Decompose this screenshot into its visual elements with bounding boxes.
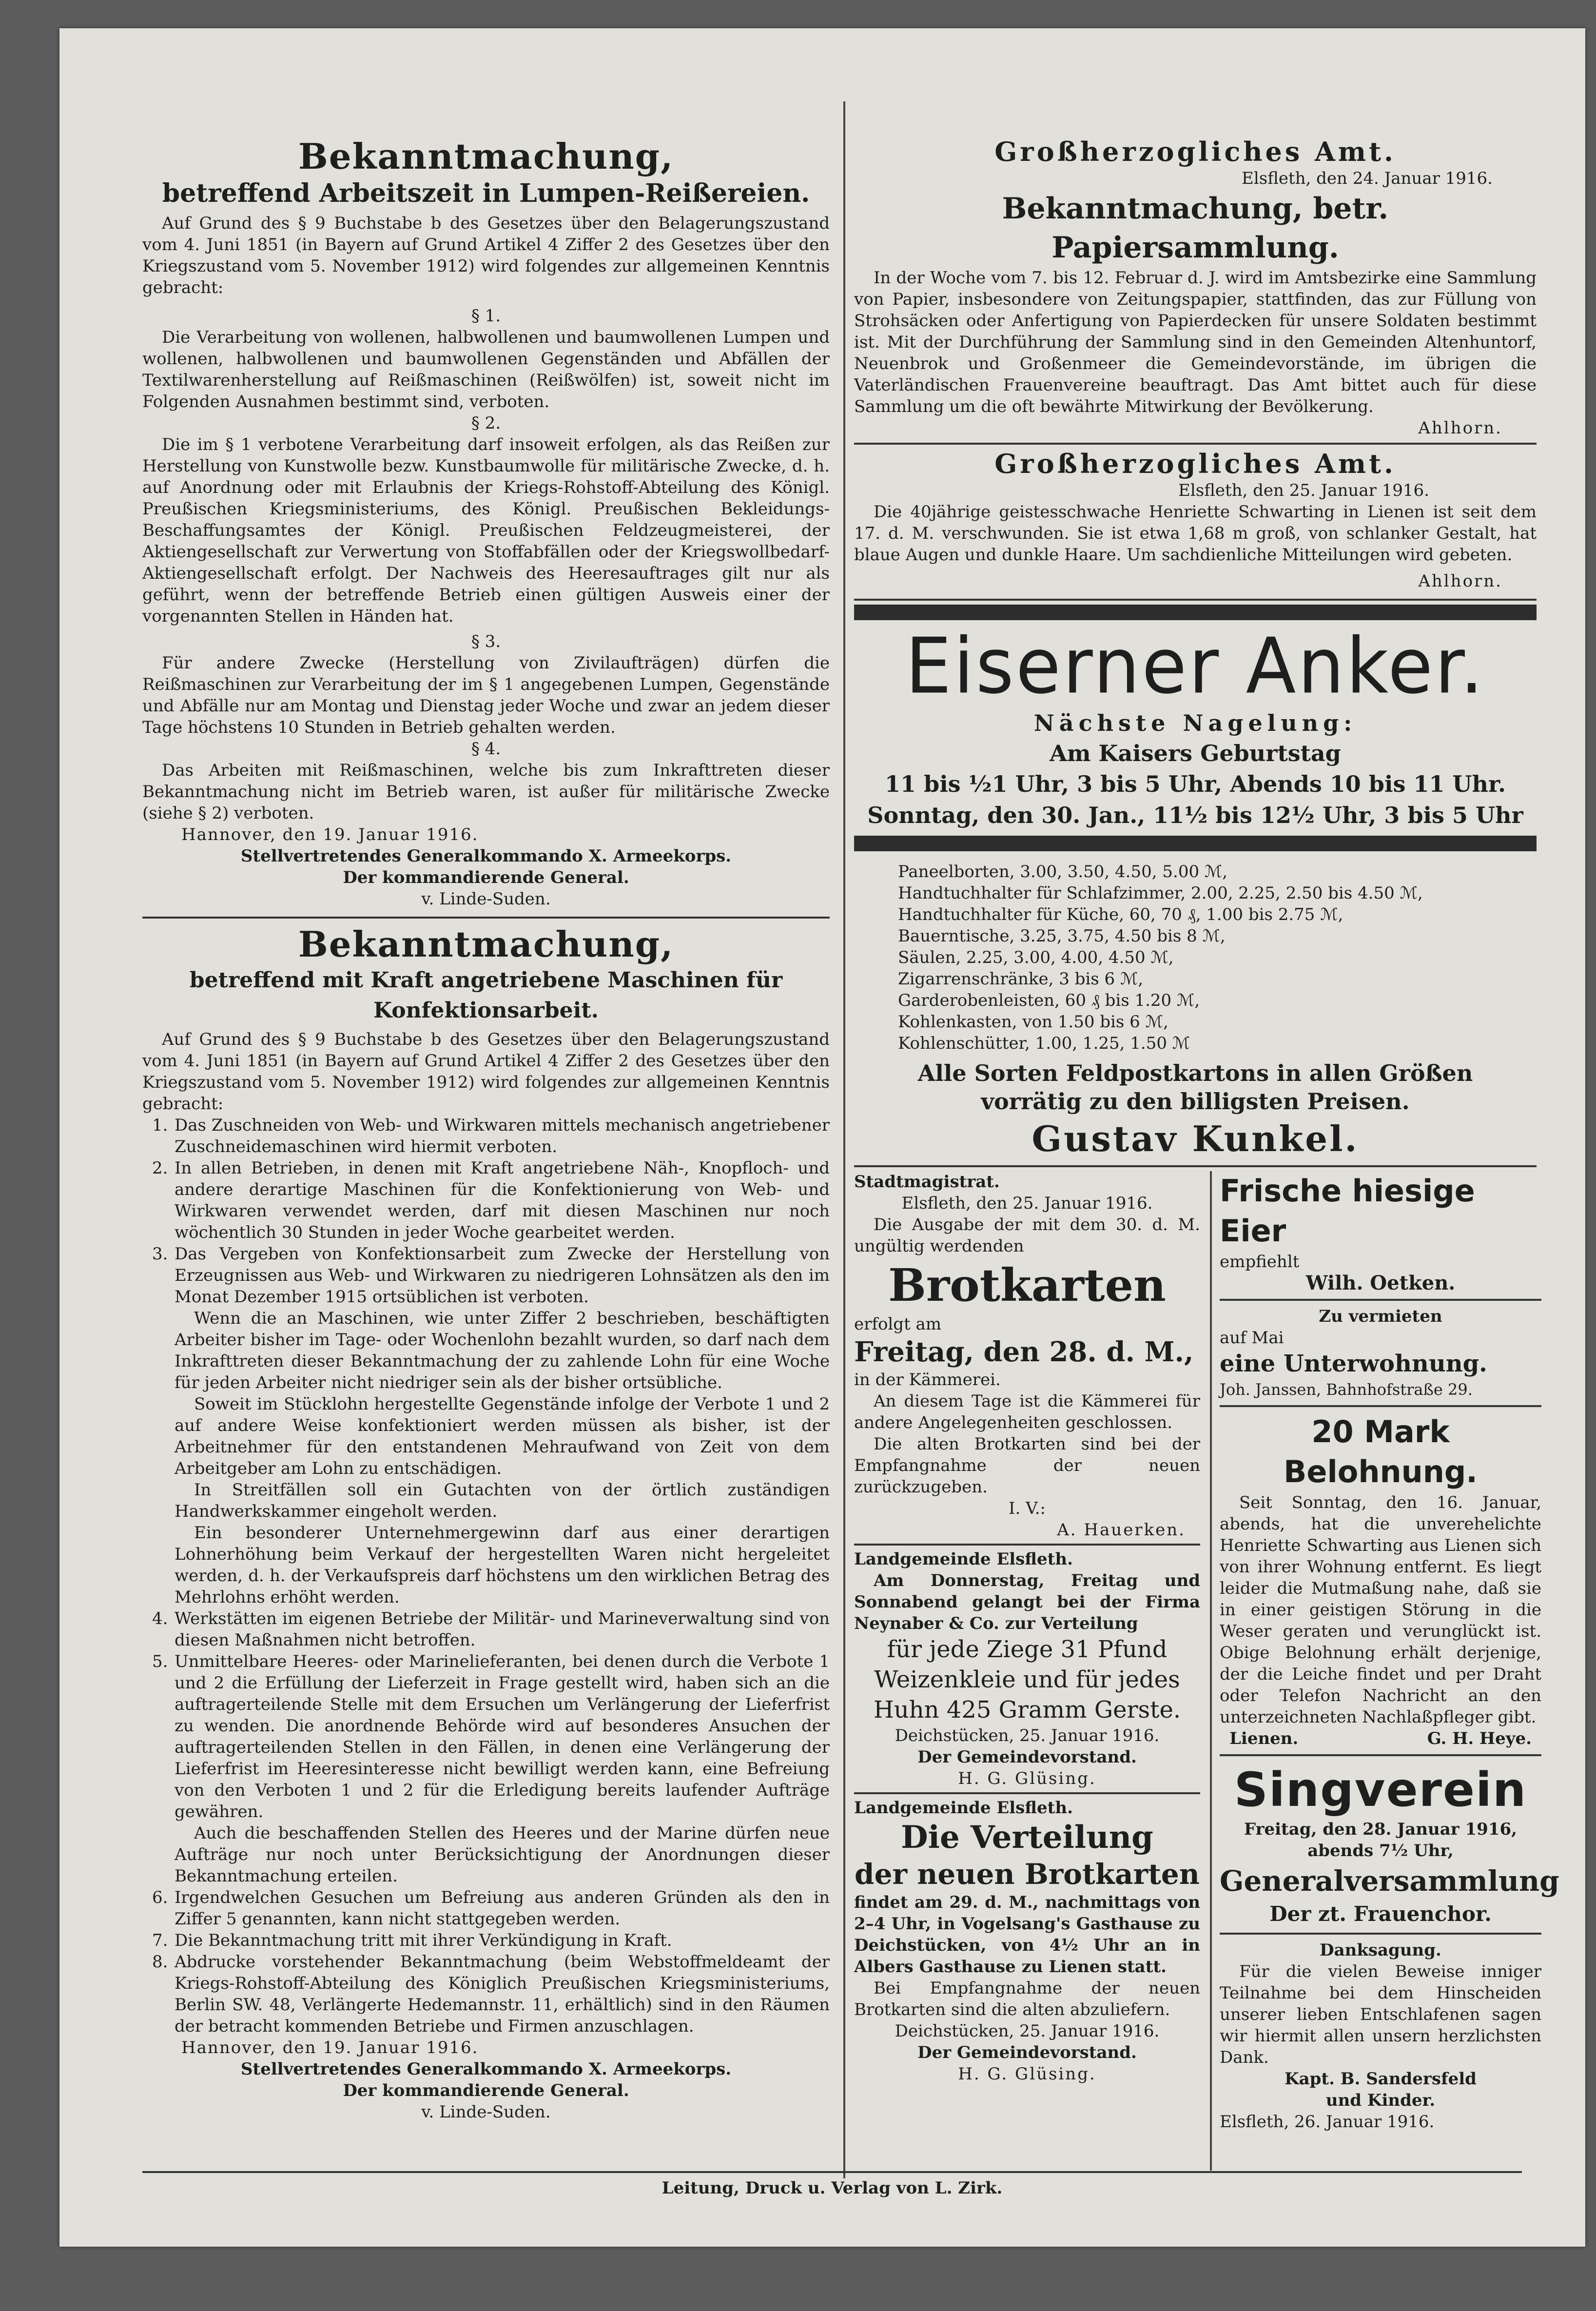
notice-signature: v. Linde-Suden. [421,2102,551,2122]
section-heading: § 2. [471,413,501,433]
list-number: 3. [152,1244,168,1264]
dank-text: Für die vielen Beweise inniger Teilnahme bei dem Hinscheiden unserer lieben Entschlafenen sagen wir hiermit allen unsern herzlichsten Dank. [1220,1962,1541,2067]
notice-signature: Stellvertretendes Generalkommando X. Armeekorps. [240,846,732,866]
section-rule [854,1165,1537,1167]
land-text: Bei Empfangnahme der neuen Brotkarten sind die alten abzuliefern. [854,1978,1200,2019]
left-column [142,136,830,2123]
stadt-date: Elsfleth, den 25. Januar 1916. [901,1194,1153,1213]
newspaper-page [59,28,1585,2247]
notice-paragraph: In Streitfällen soll ein Gutachten von der örtlich zuständigen Handwerkskammer eingeholt werden. [175,1480,830,1521]
stadt-text: Die alten Brotkarten sind bei der Empfangnahme der neuen zurückzugeben. [854,1434,1200,1497]
notice-paragraph: Das Arbeiten mit Reißmaschinen, welche bis zum Inkrafttreten dieser Bekanntmachung nicht im Betrieb waren, ist außer für militärische Zwecke (siehe § 2) verboten. [142,761,830,823]
land-signature: H. G. Glüsing. [958,1769,1096,1788]
list-number: 6. [152,1888,168,1907]
notice-paragraph: Die im § 1 verbotene Verarbeitung darf insoweit erfolgen, als das Reißen zur Herstellung von Kunstwolle bezw. Kunstbaumwolle für militärische Zwecke, d. h. auf Anordnung oder mit Erlaubnis der Kriegs-Rohstoff-Abteilung des Königl. Preußischen Kriegsministeriums, des Königl. Preußischen Bekleidungs-Beschaffungsamtes der Königl. Preußischen Feldzeugmeisterei, der Aktiengesellschaft zur Verwertung von Stoffabfällen oder der Kriegswollbedarf-Aktiengesellschaft erfolgt. Der Nachweis des Heeresauftrages gilt nur als geführt, wenn der betreffende Betrieb einen gültigen Ausweis einer der vorgenannten Stellen in Händen hat. [142,435,830,626]
dank-header: Danksagung. [1320,1940,1441,1960]
lower-grid [854,1171,1559,2171]
list-text: Das Vergeben von Konfektionsarbeit zum Zwecke der Herstellung von Erzeugnissen aus Web- und Wirkwaren zu niedrigeren Lohnsätzen als den im Monat Dezember 1915 ortsüblichen ist verboten. [175,1244,830,1307]
land-text: Am Donnerstag, Freitag und Sonnabend gelangt bei der Firma Neynaber & Co. zur Verteilung [854,1571,1200,1633]
notice-title: Bekanntmachung, [298,923,674,965]
list-item [152,1157,830,1243]
notice-signature: Der kommandierende General. [343,2081,629,2100]
section-rule [854,1544,1200,1546]
section-heading: § 4. [471,739,501,759]
eier-text: empfiehlt [1220,1252,1300,1272]
ad-eiserner-anker [854,620,1537,836]
amt-vermisst [854,448,1537,592]
amt-signature: Ahlhorn. [1418,418,1502,438]
subcolumn-left [854,1171,1200,2085]
ornament-bar [854,836,1537,851]
land-date: Deichstücken, 25. Januar 1916. [895,2021,1160,2041]
singverein-line: Der zt. Frauenchor. [1269,1902,1492,1926]
amt-title: Bekanntmachung, betr. Papiersammlung. [1002,192,1389,265]
section-heading: § 1. [471,306,501,326]
section-rule [1220,1405,1541,1407]
ad-kunkel [854,851,1537,1059]
list-item [152,1243,830,1308]
notice-paragraph: Auch die beschaffenden Stellen des Heeres und der Marine dürfen neue Aufträge nur noch unter Berücksichtigung der Anordnungen dieser Bekanntmachung erteilen. [175,1823,830,1886]
section-rule [1220,1754,1541,1756]
kunkel-line: vorrätig zu den billigsten Preisen. [981,1088,1410,1115]
notice-intro: Auf Grund des § 9 Buchstabe b des Gesetzes über den Belagerungszustand vom 4. Juni 1851 (in Bayern auf Grund Artikel 4 Ziffer 2 des Gesetzes über den Kriegszustand vom 5. November 1912) wird folgendes zur allgemeinen Kenntnis gebracht: [142,1030,830,1114]
list-number: 8. [152,1952,168,1972]
notice-date: Hannover, den 19. Januar 1916. [181,825,479,844]
notice-paragraph: Für andere Zwecke (Herstellung von Zivilaufträgen) dürfen die Reißmaschinen zur Verarbeitung der im § 1 angegebenen Lumpen, Gegenstände und Abfälle nur am Montag und Dienstag jeder Woche und zwar an jedem dieser Tage höchstens 10 Stunden in Betrieb gehalten werden. [142,653,830,737]
stadt-text: An diesem Tage ist die Kämmerei für andere Angelegenheiten geschlossen. [854,1391,1200,1432]
notice-signature: Stellvertretendes Generalkommando X. Armeekorps. [240,2059,732,2079]
land-header: Landgemeinde Elsfleth. [854,1549,1073,1569]
footer-rule [142,2171,1522,2173]
list-number: 2. [152,1158,168,1178]
land-text: findet am 29. d. M., nachmittags von 2–4 Uhr, in Vogelsang's Gasthause zu Deichstücken, von 4½ Uhr an in Albers Gasthause zu Lienen statt. [854,1893,1200,1977]
amt-date: Elsfleth, den 24. Januar 1916. [1242,169,1493,188]
list-text: Irgendwelchen Gesuchen um Befreiung aus anderen Gründen als den in Ziffer 5 genannten, kann nicht stattgegeben werden. [175,1888,830,1929]
price-line: Bauerntische, 3.25, 3.75, 4.50 bis 8 ℳ, [898,926,1226,946]
notice-title: Bekanntmachung, [298,136,674,177]
brotkarten-title: Brotkarten [888,1259,1166,1312]
stadt-signature: A. Hauerken. [1057,1520,1186,1540]
stadt-text: Die Ausgabe der mit dem 30. d. M. ungültig werdenden [854,1215,1200,1256]
section-rule [1220,1299,1541,1301]
list-item [152,1951,830,2037]
notice-signature: v. Linde-Suden. [421,889,551,909]
kunkel-name: Gustav Kunkel. [1032,1118,1359,1159]
list-number: 4. [152,1609,168,1628]
singverein-title2: Generalversammlung [1220,1864,1559,1898]
singverein-line: abends 7½ Uhr, [1307,1841,1454,1861]
notice-intro: Auf Grund des § 9 Buchstabe b des Gesetzes über den Belagerungszustand vom 4. Juni 1851 (in Bayern auf Grund Artikel 4 Ziffer 2 des Gesetzes über den Kriegszustand vom 5. November 1912) wird folgendes zur allgemeinen Kenntnis gebracht: [142,214,830,297]
anker-line: Nächste Nagelung: [1033,710,1357,736]
stadt-date-highlight: Freitag, den 28. d. M., [854,1336,1194,1368]
amt-text: Die 40jährige geistesschwache Henriette Schwarting in Lienen ist seit dem 17. d. M. verschwunden. Sie ist etwa 1,68 m groß, von schlanker Gestalt, hat blaue Augen und dunkle Haare. Um sachdienliche Mitteilungen wird gebeten. [854,502,1537,565]
section-heading: § 3. [471,632,501,651]
column-divider [843,101,845,2178]
list-item [152,1930,830,1951]
list-item [152,1115,830,1157]
right-column [854,136,1559,2171]
belohnung-title: 20 Mark Belohnung. [1284,1414,1478,1489]
land-offer: für jede Ziege 31 Pfund Weizenkleie und für jedes Huhn 425 Gramm Gerste. [873,1636,1181,1723]
subcolumn-divider [1210,1171,1212,2171]
singverein-line: Freitag, den 28. Januar 1916, [1244,1820,1517,1839]
price-line: Handtuchhalter für Küche, 60, 70 ₰, 1.00 bis 2.75 ℳ, [898,905,1343,924]
amt-papiersammlung [854,136,1537,439]
list-number: 7. [152,1931,168,1950]
notice-paragraph: Ein besonderer Unternehmergewinn darf aus einer derartigen Lohnerhöhung beim Verkauf der hergestellten Waren nicht hergeleitet werden, d. h. der Verkaufspreis darf höchstens um den wirklichen Betrag des Mehrlohns erhöht werden. [175,1523,830,1607]
eier-name: Wilh. Oetken. [1305,1272,1456,1294]
list-number: 1. [152,1116,168,1135]
list-text: In allen Betrieben, in denen mit Kraft angetriebene Näh-, Knopfloch- und andere derartige Maschinen für die Konfektionierung von Web- und Wirkwaren verwendet werden, darf mit diesen Maschinen nur noch wöchentlich 30 Stunden in jeder Woche gearbeitet werden. [175,1158,830,1242]
price-line: Kohlenschütter, 1.00, 1.25, 1.50 ℳ [898,1034,1190,1053]
ornament-bar [854,605,1537,620]
section-rule [142,917,830,919]
anker-line: Am Kaisers Geburtstag [1050,740,1341,766]
amt-header: Großherzogliches Amt. [994,136,1396,167]
price-line: Kohlenkasten, von 1.50 bis 6 ℳ, [898,1012,1168,1032]
notice-signature: Der kommandierende General. [343,868,629,887]
dank-signature: Kapt. B. Sandersfeld [1285,2069,1477,2089]
vermieten-header: Zu vermieten [1319,1307,1442,1326]
price-line: Säulen, 2.25, 3.00, 4.00, 4.50 ℳ, [898,948,1174,967]
land-signature: Der Gemeindevorstand. [917,2043,1137,2062]
section-rule [1220,1933,1541,1935]
eier-title: Frische hiesige Eier [1220,1173,1475,1249]
land-date: Deichstücken, 25. Januar 1916. [895,1726,1160,1745]
vermieten-contact: Joh. Janssen, Bahnhofstraße 29. [1220,1380,1473,1399]
belohnung-text: Seit Sonntag, den 16. Januar, abends, hat die unverehelichte Henriette Schwarting aus Lienen sich von ihrer Wohnung entfernt. Es liegt leider die Mutmaßung nahe, daß sie in einer geistigen Störung in die Weser geraten und verunglückt ist. Obige Belohnung erhält derjenige, der die Leiche findet und per Draht oder Telefon Nachricht an den unterzeichneten Nachlaßpfleger gibt. [1220,1493,1541,1727]
land-signature: Der Gemeindevorstand. [917,1747,1137,1767]
amt-text: In der Woche vom 7. bis 12. Februar d. J. wird im Amtsbezirke eine Sammlung von Papier, insbesondere von Zeitungspapier, stattfinden, das zur Füllung von Strohsäcken oder Anfertigung von Papierdecken für unsere Soldaten bestimmt ist. Mit der Durchführung der Sammlung sind in den Gemeinden Altenhuntorf, Neuenbrok und Großenmeer die Gemeindevorstände, im übrigen die Vaterländischen Frauenvereine beauftragt. Das Amt bittet auch für diese Sammlung um die oft bewährte Mitwirkung der Bevölkerung. [854,268,1537,416]
land-header: Landgemeinde Elsfleth. [854,1798,1073,1818]
notice-lumpen [142,136,830,910]
anker-line: Sonntag, den 30. Jan., 11½ bis 12½ Uhr, 3 bis 5 Uhr [867,802,1523,828]
vermieten-title: eine Unterwohnung. [1220,1350,1487,1377]
price-line: Zigarrenschränke, 3 bis 6 ℳ, [898,969,1144,989]
stadt-text: erfolgt am [854,1314,942,1334]
belohnung-name: G. H. Heye. [1427,1729,1532,1748]
list-item [152,1651,830,1822]
singverein-title: Singverein [1234,1763,1527,1817]
notice-date: Hannover, den 19. Januar 1916. [181,2038,479,2057]
price-line: Paneelborten, 3.00, 3.50, 4.50, 5.00 ℳ, [898,862,1228,881]
notice-subtitle: betreffend mit Kraft angetriebene Maschinen für Konfektionsarbeit. [189,968,783,1023]
footer-imprint: Leitung, Druck u. Verlag von L. Zirk. [662,2178,1003,2198]
vermieten-text: auf Mai [1220,1328,1284,1348]
notice-konfektion [142,923,830,2123]
list-text: Die Bekanntmachung tritt mit ihrer Verkündigung in Kraft. [175,1931,672,1950]
section-rule [854,443,1537,445]
list-item [152,1887,830,1930]
belohnung-signature [1220,1728,1541,1749]
amt-signature: Ahlhorn. [1418,571,1502,591]
notice-subtitle: betreffend Arbeitszeit in Lumpen-Reißereien. [162,178,810,208]
anker-title: Eiserner Anker. [905,622,1485,711]
list-number: 5. [152,1652,168,1671]
dank-signature: und Kinder. [1325,2091,1436,2110]
amt-header: Großherzogliches Amt. [994,448,1396,479]
anker-line: 11 bis ½1 Uhr, 3 bis 5 Uhr, Abends 10 bis 11 Uhr. [885,771,1506,797]
price-line: Handtuchhalter für Schlafzimmer, 2.00, 2.25, 2.50 bis 4.50 ℳ, [898,883,1423,903]
stadt-text: in der Kämmerei. [854,1370,1001,1390]
verteilung-title: Die Verteilung [901,1819,1153,1856]
section-rule [854,599,1537,601]
notice-paragraph: Soweit im Stücklohn hergestellte Gegenstände infolge der Verbote 1 und 2 auf andere Weise konfektioniert werden müssen als bisher, ist der Arbeitnehmer für den entstandenen Mehraufwand von Zeit von dem Arbeitgeber am Lohn zu entschädigen. [175,1394,830,1478]
stadt-header: Stadtmagistrat. [854,1172,1000,1192]
notice-paragraph: Wenn die an Maschinen, wie unter Ziffer 2 beschrieben, beschäftigten Arbeiter bisher im Tage- oder Wochenlohn bezahlt wurden, so darf nach dem Inkrafttreten dieser Bekanntmachung der zu zahlende Lohn für eine Woche für jeden Arbeiter nicht niedriger sein als der bisher ortsübliche. [175,1309,830,1392]
kunkel-line: Alle Sorten Feldpostkartons in allen Größen [917,1060,1473,1086]
section-rule [854,1792,1200,1794]
list-item [152,1608,830,1651]
land-signature: H. G. Glüsing. [958,2064,1096,2084]
price-line: Garderobenleisten, 60 ₰ bis 1.20 ℳ, [898,991,1200,1010]
amt-date: Elsfleth, den 25. Januar 1916. [1178,481,1429,500]
subcolumn-right [1220,1171,1559,2133]
stadt-signature: I. V.: [1009,1499,1046,1518]
dank-date: Elsfleth, 26. Januar 1916. [1220,2112,1435,2132]
list-text: Das Zuschneiden von Web- und Wirkwaren mittels mechanisch angetriebener Zuschneidemaschinen wird hiermit verboten. [175,1116,830,1156]
notice-paragraph: Die Verarbeitung von wollenen, halbwollenen und baumwollenen Lumpen und wollenen, halbwollenen und baumwollenen Gegenständen und Abfällen der Textilwarenherstellung auf Reißmaschinen (Reißwölfen) ist, soweit nicht im Folgenden Ausnahmen bestimmt sind, verboten. [142,328,830,411]
list-text: Werkstätten im eigenen Betriebe der Militär- und Marineverwaltung sind von diesen Maßnahmen nicht betroffen. [175,1609,830,1650]
belohnung-place: Lienen. [1229,1729,1299,1748]
list-text: Abdrucke vorstehender Bekanntmachung (beim Webstoffmeldeamt der Kriegs-Rohstoff-Abteilung des Königlich Preußischen Kriegsministeriums, Berlin SW. 48, Verlängerte Hedemannstr. 11, erhältlich) sind in den Räumen der betracht kommenden Betriebe und Firmen anzuschlagen. [175,1952,830,2036]
list-text: Unmittelbare Heeres- oder Marinelieferanten, bei denen durch die Verbote 1 und 2 die Erfüllung der Lieferzeit in Frage gestellt wird, haben sich an die auftragerteilende Stelle mit dem Ersuchen um Verlängerung der Lieferfrist zu wenden. Die anordnende Behörde wird auf besonderes Ansuchen der auftragerteilenden Stellen in den Fällen, in denen eine Verlängerung der Lieferfrist im Heeresinteresse nicht bewilligt werden kann, eine Befreiung von den Verboten 1 und 2 für die Erledigung bereits laufender Aufträge gewähren. [175,1652,830,1821]
verteilung-title: der neuen Brotkarten [855,1858,1200,1891]
